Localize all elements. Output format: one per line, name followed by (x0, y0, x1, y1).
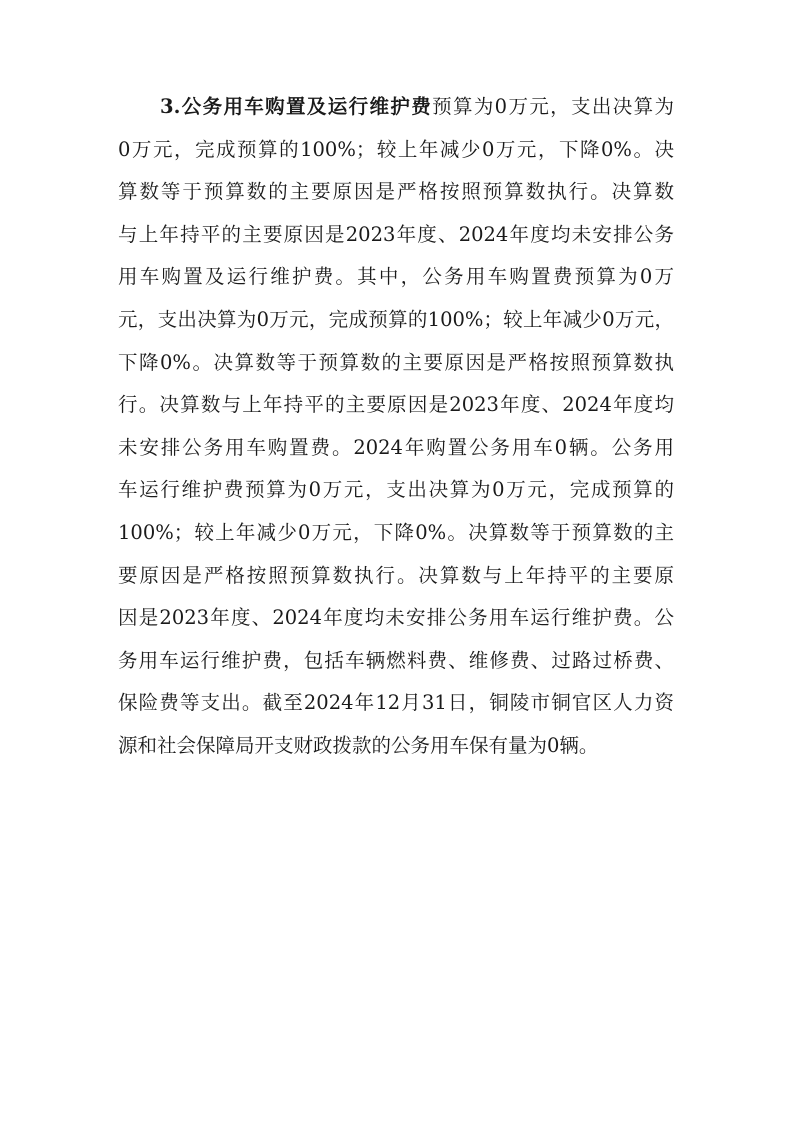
paragraph-line-12: 要原因是严格按照预算数执行。决算数与上年持平的主要原 (118, 563, 674, 587)
paragraph-line-5: 用车购置及运行维护费。其中，公务用车购置费预算为0万 (118, 265, 674, 289)
paragraph-line-7: 下降0%。决算数等于预算数的主要原因是严格按照预算数执 (118, 350, 674, 374)
paragraph-line-6: 元，支出决算为0万元，完成预算的100%；较上年减少0万元， (118, 307, 674, 331)
paragraph-line-11: 100%；较上年减少0万元，下降0%。决算数等于预算数的主 (118, 520, 674, 544)
paragraph-line-8: 行。决算数与上年持平的主要原因是2023年度、2024年度均 (118, 393, 674, 417)
paragraph-line-2: 0万元，完成预算的100%；较上年减少0万元，下降0%。决 (118, 137, 674, 161)
paragraph-line-15: 保险费等支出。截至2024年12月31日，铜陵市铜官区人力资 (118, 691, 674, 715)
paragraph (118, 86, 674, 768)
paragraph-line-1 (118, 86, 674, 129)
paragraph-line-13: 因是2023年度、2024年度均未安排公务用车运行维护费。公 (118, 606, 674, 630)
paragraph-line-9: 未安排公务用车购置费。2024年购置公务用车0辆。公务用 (118, 435, 674, 459)
paragraph-line-4: 与上年持平的主要原因是2023年度、2024年度均未安排公务 (118, 222, 674, 246)
line-text: 预算为0万元，支出决算为 (432, 95, 674, 118)
paragraph-line-10: 车运行维护费预算为0万元，支出决算为0万元，完成预算的 (118, 478, 674, 502)
paragraph-line-3: 算数等于预算数的主要原因是严格按照预算数执行。决算数 (118, 180, 674, 204)
paragraph-line-14: 务用车运行维护费，包括车辆燃料费、维修费、过路过桥费、 (118, 648, 674, 672)
section-heading: 3.公务用车购置及运行维护费 (160, 95, 433, 118)
paragraph-line-16: 源和社会保障局开支财政拨款的公务用车保有量为0辆。 (118, 733, 599, 757)
